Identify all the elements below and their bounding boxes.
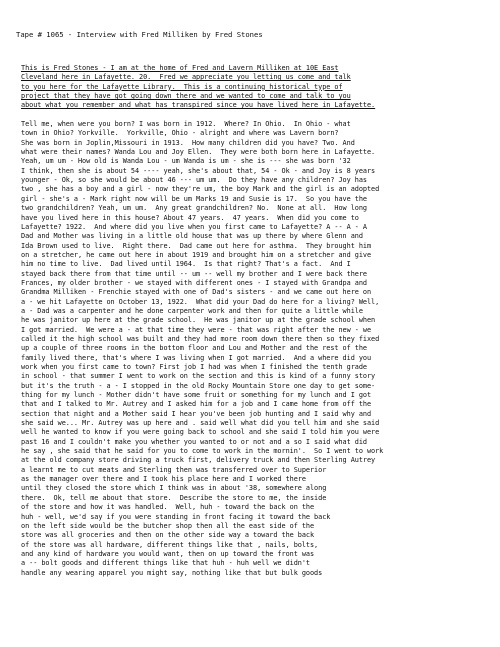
- transcript-line: Grandma Milliken - Frenchie stayed with one of Dad's sisters - and we came out here on: [21, 288, 372, 297]
- transcript-line: what were their names? Wanda Lou and Joy Ellen. They were both born here in Lafayette.: [21, 148, 376, 157]
- transcript-body: [21, 64, 493, 578]
- transcript-line: handle any wearing apparel you might say, nothing like that but bulk goods: [21, 568, 323, 577]
- transcript-line: but it's the truth - a - I stopped in the old Rocky Mountain Store one day to get some-: [21, 381, 376, 390]
- transcript-line: there. Ok, tell me about that store. Describe the store to me, the inside: [21, 493, 327, 502]
- transcript-line: family lived there, that's where I was living when I got married. And a where did you: [21, 353, 372, 362]
- transcript-line: he was janitor up here at the grade school. He was janitor up at the grade school when: [21, 316, 376, 325]
- transcript-line: girl - she's a - Mark right now will be um Marks 19 and Susie is 17. So you have the: [21, 194, 367, 203]
- transcript-line: I think, then she is about 54 ---- yeah, she's about that, 54 - Ok - and Joy is 8 years: [21, 166, 376, 175]
- transcript-line: him no time to live. Dad lived until 1964. Is that right? That's a fact. And I: [21, 260, 351, 269]
- transcript-line: up a couple of three rooms in the bottom floor and Lou and Mother and the rest of the: [21, 344, 367, 353]
- transcript-line: younger - Ok, so she would be about 46 --- um um. Do they have any children? Joy has: [21, 176, 367, 185]
- transcript-line: of the store was all hardware, different things like that , nails, bolts,: [21, 540, 319, 549]
- transcript-line: a -- bolt goods and different things like that huh - huh well we didn't: [21, 559, 310, 568]
- transcript-line: as the manager over there and I took his place here and I worked there: [21, 475, 306, 484]
- transcript-line: until they closed the store which I think was in about '38, somewhere along: [21, 484, 327, 493]
- document-title: Tape # 1065 - Interview with Fred Milliken by Fred Stones: [16, 30, 263, 39]
- transcript-line: I got married. We were a - at that time they were - that was right after the new - we: [21, 325, 372, 334]
- transcript-line: [21, 111, 493, 120]
- transcript-line: past 16 and I couldn't make you whether you wanted to or not and a so I said what did: [21, 437, 367, 446]
- transcript-line: thing for my lunch - Mother didn't have some fruit or something for my lunch and I got: [21, 391, 372, 400]
- transcript-line: well he wanted to know if you were going back to school and she said I told him you were: [21, 428, 380, 437]
- transcript-line: she said we... Mr. Autrey was up here and . said well what did you tell him and she said: [21, 419, 380, 428]
- transcript-line: Cleveland here in Lafayette. 20. Fred we appreciate you letting us come and talk: [21, 73, 351, 82]
- transcript-line: at the old company store driving a truck first, delivery truck and then Sterling Autrey: [21, 456, 376, 465]
- transcript-line: two grandchildren? Yeah, um um. Any great grandchildren? No. None at all. How long: [21, 204, 367, 213]
- transcript-line: on a stretcher, he came out here in about 1919 and brought him on a stretcher and give: [21, 250, 372, 259]
- transcript-line: to you here for the Lafayette Library. This is a continuing historical type of: [21, 82, 343, 91]
- transcript-line: two , she has a boy and a girl - now they're um, the boy Mark and the girl is an adopted: [21, 185, 380, 194]
- transcript-line: a - Dad was a carpenter and he done carpenter work and then for quite a little while: [21, 306, 363, 315]
- transcript-line: Frances, my older brother - we stayed with different ones - I stayed with Grandpa and: [21, 278, 367, 287]
- transcript-line: a learnt me to cut meats and Sterling then was transferred over to Superior: [21, 465, 327, 474]
- transcript-line: Lafayette? 1922. And where did you live when you first came to Lafayette? A -- A - A: [21, 222, 367, 231]
- transcript-line: stayed back there from that time until -- um -- well my brother and I were back there: [21, 269, 367, 278]
- transcript-line: She was born in Joplin,Missouri in 1913. How many children did you have? Two. And: [21, 138, 355, 147]
- transcript-line: he say , she said that he said for you to come to work in the mornin'. So I went to work: [21, 447, 384, 456]
- transcript-line: work when you first came to town? First job I had was when I finished the tenth grade: [21, 363, 367, 371]
- transcript-line: huh - well, we'd say if you were standing in front facing it toward the back: [21, 512, 331, 521]
- transcript-line: on the left side would be the butcher shop then all the east side of the: [21, 521, 315, 530]
- transcript-line: called it the high school was built and they had more room down there then so they fixed: [21, 334, 380, 343]
- transcript-line: Ida Brown used to live. Right there. Dad came out here for asthma. They brought him: [21, 241, 372, 250]
- transcript-line: This is Fred Stones - I am at the home of Fred and Lavern Milliken at 10E East: [21, 64, 339, 72]
- transcript-line: of the store and how it was handled. Well, huh - toward the back on the: [21, 503, 315, 512]
- transcript-line: Dad and Mother was living in a little old house that was up there by where Glenn and: [21, 232, 363, 241]
- transcript-line: that and I talked to Mr. Autrey and I asked him for a job and I came home from off the: [21, 400, 372, 409]
- transcript-line: store was all groceries and then on the other side way a toward the back: [21, 531, 315, 540]
- transcript-line: project that they have got going down there and we wanted to come and talk to you: [21, 92, 351, 101]
- transcript-line: Yeah, um um - How old is Wanda Lou - um Wanda is um - she is --- she was born '32: [21, 157, 351, 166]
- transcript-line: about what you remember and what has transpired since you have lived here in Lafayette.: [21, 101, 376, 110]
- transcript-line: a - we hit Lafayette on October 13, 1922. What did your Dad do here for a living? Well,: [21, 297, 380, 306]
- transcript-line: town in Ohio? Yorkville. Yorkville, Ohio - alright and where was Lavern born?: [21, 129, 339, 138]
- transcript-line: and any kind of hardware you would want, then on up toward the front was: [21, 549, 315, 558]
- transcript-line: section that night and a Mother said I hear you've been job hunting and I said why and: [21, 409, 372, 418]
- transcript-line: in school - that summer I went to work on the section and this is kind of a funny story: [21, 372, 376, 381]
- transcript-line: have you lived here in this house? About 47 years. 47 years. When did you come to: [21, 213, 359, 222]
- transcript-line: Tell me, when were you born? I was born in 1912. Where? In Ohio. In Ohio - what: [21, 120, 351, 129]
